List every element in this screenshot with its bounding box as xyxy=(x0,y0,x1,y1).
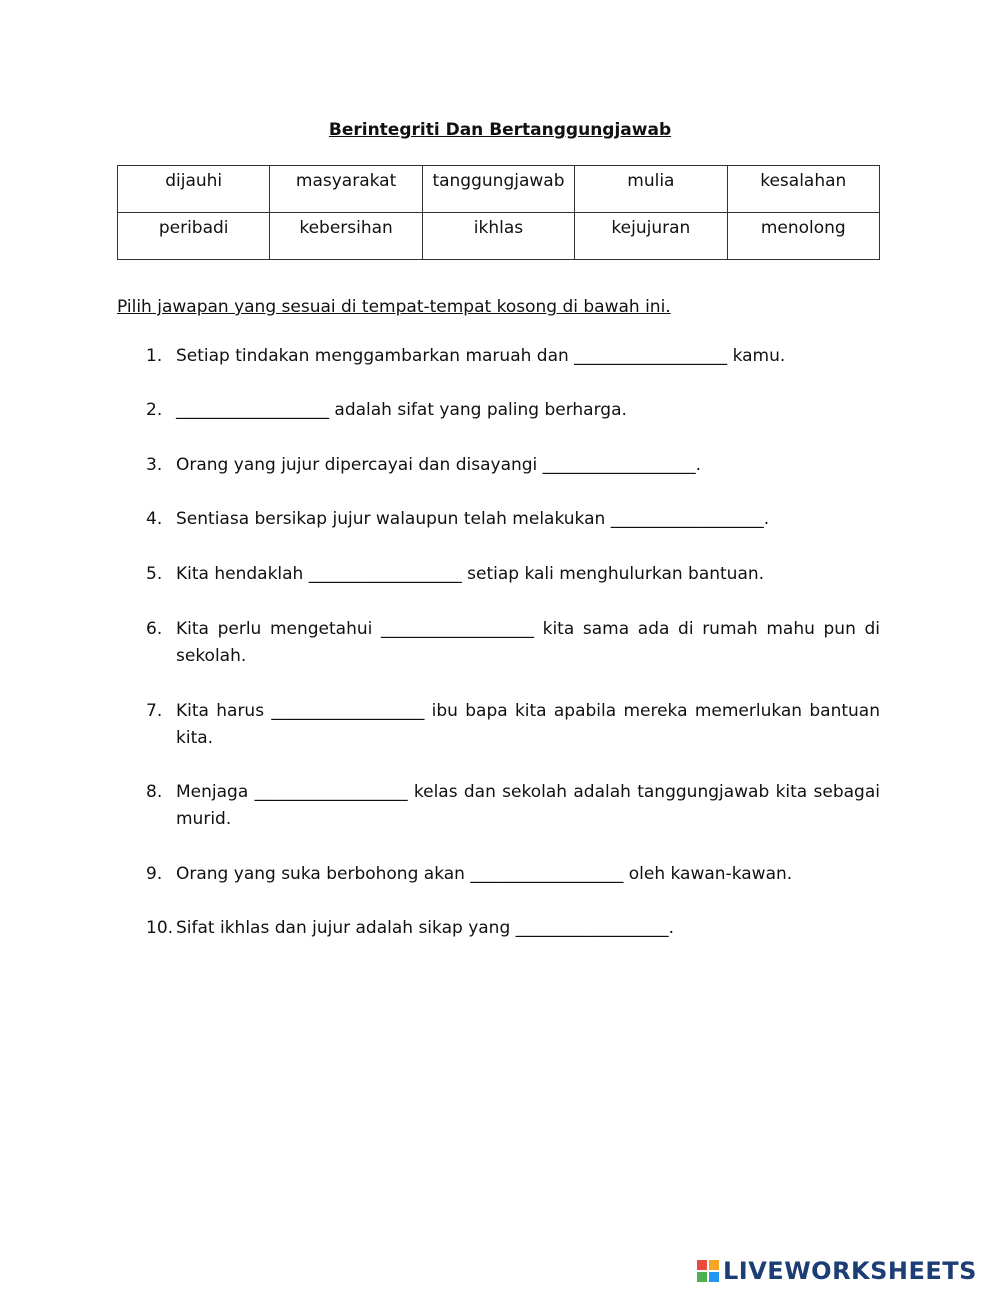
logo-square xyxy=(697,1260,707,1270)
question-number: 5. xyxy=(146,564,163,584)
question-number: 4. xyxy=(146,509,163,529)
question-item xyxy=(146,779,880,833)
question-text: Kita hendaklah __________________ setiap kali menghulurkan bantuan. xyxy=(176,564,765,584)
brand-name: LIVEWORKSHEETS xyxy=(723,1257,977,1285)
word-bank-cell: peribadi xyxy=(118,213,270,260)
word-bank-cell: kebersihan xyxy=(270,213,422,260)
question-text: Kita perlu mengetahui __________________ kita sama ada di rumah mahu pun di sekolah. xyxy=(176,619,880,666)
question-text: Orang yang suka berbohong akan __________________ oleh kawan-kawan. xyxy=(176,864,793,884)
question-item xyxy=(146,343,880,370)
question-text: Kita harus __________________ ibu bapa kita apabila mereka memerlukan bantuan kita. xyxy=(176,701,880,748)
question-item xyxy=(146,698,880,752)
liveworksheets-logo-icon xyxy=(697,1260,719,1282)
question-text: __________________ adalah sifat yang paling berharga. xyxy=(176,400,627,420)
question-number: 9. xyxy=(146,864,163,884)
question-item xyxy=(146,397,880,424)
word-bank-cell: dijauhi xyxy=(118,166,270,213)
footer-branding xyxy=(697,1256,977,1286)
word-bank-table xyxy=(117,165,880,260)
word-bank-cell: kesalahan xyxy=(727,166,879,213)
word-bank-cell: ikhlas xyxy=(422,213,574,260)
word-bank-cell: tanggungjawab xyxy=(422,166,574,213)
question-number: 6. xyxy=(146,619,163,639)
worksheet-title: Berintegriti Dan Bertanggungjawab xyxy=(328,120,672,140)
question-item xyxy=(146,861,880,888)
question-number: 3. xyxy=(146,455,163,475)
instruction-text: Pilih jawapan yang sesuai di tempat-tempat kosong di bawah ini. xyxy=(117,297,671,317)
question-text: Sentiasa bersikap jujur walaupun telah melakukan __________________. xyxy=(176,509,770,529)
question-number: 8. xyxy=(146,782,163,802)
word-bank-cell: masyarakat xyxy=(270,166,422,213)
logo-square xyxy=(697,1272,707,1282)
question-item xyxy=(146,506,880,533)
question-item xyxy=(146,561,880,588)
question-item xyxy=(146,915,880,942)
question-number: 1. xyxy=(146,346,163,366)
question-text: Orang yang jujur dipercayai dan disayangi __________________. xyxy=(176,455,702,475)
question-number: 2. xyxy=(146,400,163,420)
question-text: Sifat ikhlas dan jujur adalah sikap yang __________________. xyxy=(176,918,675,938)
word-bank-row xyxy=(118,213,880,260)
question-text: Menjaga __________________ kelas dan sekolah adalah tanggungjawab kita sebagai murid. xyxy=(176,782,880,829)
word-bank-row xyxy=(118,166,880,213)
question-number: 7. xyxy=(146,701,163,721)
word-bank-cell: kejujuran xyxy=(575,213,727,260)
question-item xyxy=(146,452,880,479)
question-number: 10. xyxy=(146,918,174,938)
question-item xyxy=(146,616,880,670)
word-bank-cell: menolong xyxy=(727,213,879,260)
word-bank-cell: mulia xyxy=(575,166,727,213)
logo-square xyxy=(709,1272,719,1282)
logo-square xyxy=(709,1260,719,1270)
question-text: Setiap tindakan menggambarkan maruah dan __________________ kamu. xyxy=(176,346,786,366)
